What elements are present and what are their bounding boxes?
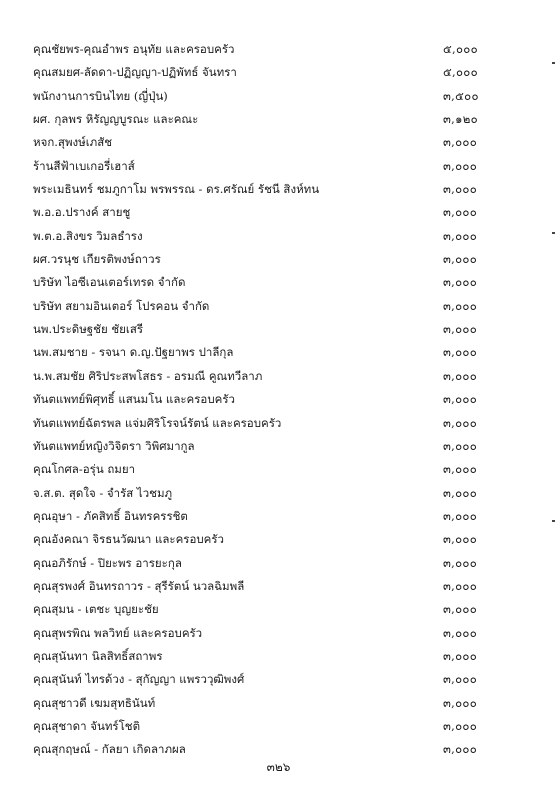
scan-edge-mark (552, 520, 555, 522)
donor-row (33, 85, 503, 108)
donation-amount: ๓,๐๐๐ (443, 298, 478, 313)
donation-amount: ๓,๐๐๐ (443, 648, 478, 663)
donation-amount: ๓,๐๐๐ (443, 532, 478, 547)
donation-amount: ๕,๐๐๐ (443, 42, 478, 56)
donor-name: ผศ. กุลพร หิรัญญบูรณะ และคณะ (33, 112, 199, 127)
donor-name: ผศ.วรนุช เกียรติพงษ์ถาวร (33, 252, 161, 267)
donor-row (33, 271, 503, 294)
donor-row (33, 295, 503, 318)
donation-amount: ๓,๐๐๐ (443, 718, 478, 733)
donation-amount: ๓,๐๐๐ (443, 345, 478, 360)
donor-row (33, 528, 503, 551)
donor-name: หจก.สุพงษ์เภสัช (33, 135, 113, 150)
donor-name: คุณสุพรพิณ พลวิทย์ และครอบครัว (33, 625, 203, 640)
donation-amount: ๓,๑๒๐ (443, 112, 478, 127)
donor-row (33, 645, 503, 668)
donation-amount: ๓,๐๐๐ (443, 578, 478, 593)
donation-amount: ๕,๐๐๐ (443, 65, 478, 80)
donor-row (33, 435, 503, 458)
donation-amount: ๓,๐๐๐ (443, 182, 478, 197)
donation-amount: ๓,๐๐๐ (443, 415, 478, 430)
donor-row (33, 201, 503, 224)
donor-name: คุณอังคณา จิรธนวัฒนา และครอบครัว (33, 532, 225, 547)
donor-row (33, 692, 503, 715)
donor-name: ทันตแพทย์หญิงวิจิตรา วิพิศมากูล (33, 438, 195, 453)
donor-name: คุณสุชาดา จันทร์โชติ (33, 718, 141, 733)
donor-row (33, 458, 503, 481)
donation-amount: ๓,๐๐๐ (443, 205, 478, 220)
donor-row (33, 412, 503, 435)
donor-name: คุณสุรพงศ์ อินทรถาวร - สุรีรัตน์ นวลฉิมพลี (33, 578, 245, 593)
donor-name: คุณอุษา - ภัคสิทธิ์ อินทรครรชิต (33, 508, 188, 523)
donor-row (33, 505, 503, 528)
donor-name: คุณอภิรักษ์ - ปิยะพร อารยะกุล (33, 555, 182, 570)
donor-name: พระเมธินทร์ ชมภูกาโม พรพรรณ - ดร.ศรัณย์ รัชนี สิงห์ทน (33, 182, 320, 197)
donation-amount: ๓,๐๐๐ (443, 625, 478, 640)
donor-name: พ.ต.อ.สิงขร วิมลธำรง (33, 228, 143, 243)
donation-amount: ๓,๐๐๐ (443, 695, 478, 710)
donation-amount: ๓,๐๐๐ (443, 322, 478, 337)
donation-amount: ๓,๐๐๐ (443, 508, 478, 523)
donation-amount: ๓,๐๐๐ (443, 135, 478, 150)
donor-name: บริษัท ไอซีเอนเตอร์เทรด จำกัด (33, 275, 186, 290)
donor-row (33, 388, 503, 411)
donor-row (33, 131, 503, 154)
donor-row (33, 38, 503, 61)
donation-amount: ๓,๐๐๐ (443, 158, 478, 173)
donor-row (33, 668, 503, 691)
donor-row (33, 248, 503, 271)
donation-amount: ๓,๐๐๐ (443, 742, 478, 757)
donor-row (33, 155, 503, 178)
donation-amount: ๓,๐๐๐ (443, 485, 478, 500)
donor-row (33, 178, 503, 201)
donor-name: พนักงานการบินไทย (ญี่ปุ่น) (33, 88, 168, 103)
donation-amount: ๓,๐๐๐ (443, 462, 478, 477)
donor-row (33, 482, 503, 505)
donor-row (33, 622, 503, 645)
donor-name: พ.อ.อ.ปรางค์ สายชู (33, 205, 131, 220)
donor-name: คุณชัยพร-คุณอำพร อนุทัย และครอบครัว (33, 42, 235, 56)
donor-name: คุณโกศล-อรุ่น ถมยา (33, 462, 136, 477)
donor-name: ทันตแพทย์พิศุทธิ์ แสนมโน และครอบครัว (33, 392, 235, 407)
donor-row (33, 575, 503, 598)
donor-name: คุณสุชาวดี เฆมสุทธินันท์ (33, 695, 156, 710)
donor-name: น.พ.สมชัย ศิริประสพโสธร - อรมณี คูณทวีลาภ (33, 368, 263, 383)
donation-amount: ๓,๐๐๐ (443, 252, 478, 267)
page-number: ๓๒๖ (266, 760, 291, 774)
donation-amount: ๓,๐๐๐ (443, 392, 478, 407)
donor-row (33, 341, 503, 364)
donor-name: คุณสุกฤษณ์ - กัลยา เกิดลาภผล (33, 742, 186, 757)
donor-name: ทันตแพทย์ฉัตรพล แจ่มศิริโรจน์รัตน์ และครอบครัว (33, 415, 282, 430)
donor-list (33, 38, 503, 762)
donor-name: คุณสุมน - เตชะ บุญยะชัย (33, 602, 159, 617)
donor-name: นพ.ประดิษฐชัย ชัยเสรี (33, 322, 144, 337)
scan-edge-mark (552, 232, 555, 234)
donation-amount: ๓,๐๐๐ (443, 555, 478, 570)
donor-row (33, 225, 503, 248)
donation-amount: ๓,๐๐๐ (443, 602, 478, 617)
donation-amount: ๓,๐๐๐ (443, 672, 478, 687)
donation-amount: ๓,๐๐๐ (443, 438, 478, 453)
donation-amount: ๓,๐๐๐ (443, 228, 478, 243)
donation-amount: ๓,๕๐๐ (443, 88, 479, 103)
donor-name: คุณสุนันท์ ไทรด้วง - สุกัญญา แพรววุฒิพงศ์ (33, 672, 245, 687)
donor-row (33, 365, 503, 388)
donor-name: จ.ส.ต. สุดใจ - จำรัส ไวชมภู (33, 485, 173, 500)
donor-row (33, 108, 503, 131)
donation-amount: ๓,๐๐๐ (443, 275, 478, 290)
donor-row (33, 715, 503, 738)
donor-row (33, 318, 503, 341)
donor-name: บริษัท สยามอินเตอร์ โปรคอน จำกัด (33, 298, 210, 313)
donation-amount: ๓,๐๐๐ (443, 368, 478, 383)
donor-row (33, 61, 503, 84)
donor-row (33, 552, 503, 575)
donor-name: ร้านสีฟ้าเบเกอรี่เฮาส์ (33, 158, 135, 173)
donor-name: นพ.สมชาย - รจนา ด.ญ.ปัฐยาพร ปาลีกุล (33, 345, 234, 360)
donor-row (33, 598, 503, 621)
scan-edge-mark (552, 62, 555, 64)
donor-name: คุณสมยศ-ลัดดา-ปฏิญญา-ปฏิพัทธ์ จันทรา (33, 65, 237, 80)
donor-name: คุณสุนันทา นิลสิทธิ์สถาพร (33, 648, 163, 663)
